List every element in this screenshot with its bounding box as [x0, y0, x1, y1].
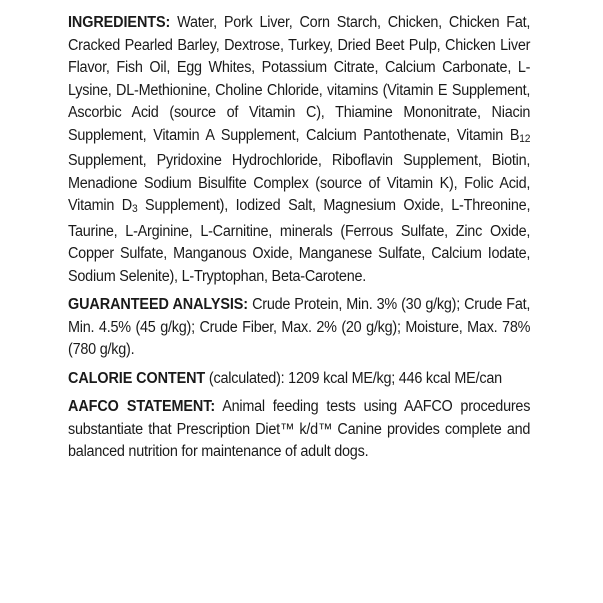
aafco-statement-text: Animal feeding tests using AAFCO procedures substantiate that Prescription Diet™ k/d™ Canine provides complete and balanced nutrition for maintenance of adult dogs.	[68, 398, 531, 460]
calorie-content-text: (calculated): 1209 kcal ME/kg; 446 kcal ME/can	[205, 369, 502, 387]
guaranteed-analysis-section	[68, 294, 530, 362]
ingredients-text: Supplement, Pyridoxine Hydrochloride, Riboflavin Supplement, Biotin, Menadione Sodium Bisulfite Complex (source of Vitamin K), Folic Acid, Vitamin D	[68, 152, 531, 214]
vitamin-b12-subscript: 12	[519, 132, 531, 145]
guaranteed-analysis-heading: GUARANTEED ANALYSIS:	[68, 296, 249, 313]
ingredients-section	[68, 12, 530, 288]
aafco-statement-section	[68, 396, 530, 464]
aafco-statement-heading: AAFCO STATEMENT:	[68, 398, 216, 415]
guaranteed-analysis-text: Crude Protein, Min. 3% (30 g/kg); Crude Fat, Min. 4.5% (45 g/kg); Crude Fiber, Max. 2% (20 g/kg); Moisture, Max. 78% (780 g/kg).	[68, 296, 531, 358]
ingredients-text: Water, Pork Liver, Corn Starch, Chicken, Chicken Fat, Cracked Pearled Barley, Dextrose, Turkey, Dried Beet Pulp, Chicken Liver Flavor, Fish Oil, Egg Whites, Potassium Citrate, Calcium Carbonate, L-Lysine, DL-Methionine, Choline Chloride, vitamins (Vitamin E Supplement, Ascorbic Acid (source of Vitamin C), Thiamine Mononitrate, Niacin Supplement, Vitamin A Supplement, Calcium Pantothenate, Vitamin B	[68, 14, 531, 144]
vitamin-d3-subscript: 3	[131, 203, 138, 215]
ingredients-text: Supplement), Iodized Salt, Magnesium Oxide, L-Threonine, Taurine, L-Arginine, L-Carnitine, minerals (Ferrous Sulfate, Zinc Oxide, Copper Sulfate, Manganous Oxide, Manganese Sulfate, Calcium Iodate, Sodium Selenite), L-Tryptophan, Beta-Carotene.	[68, 197, 531, 285]
calorie-content-heading: CALORIE CONTENT	[68, 369, 206, 387]
calorie-content-section	[68, 368, 530, 391]
ingredients-heading: INGREDIENTS:	[68, 14, 171, 31]
nutrition-label	[68, 12, 530, 470]
